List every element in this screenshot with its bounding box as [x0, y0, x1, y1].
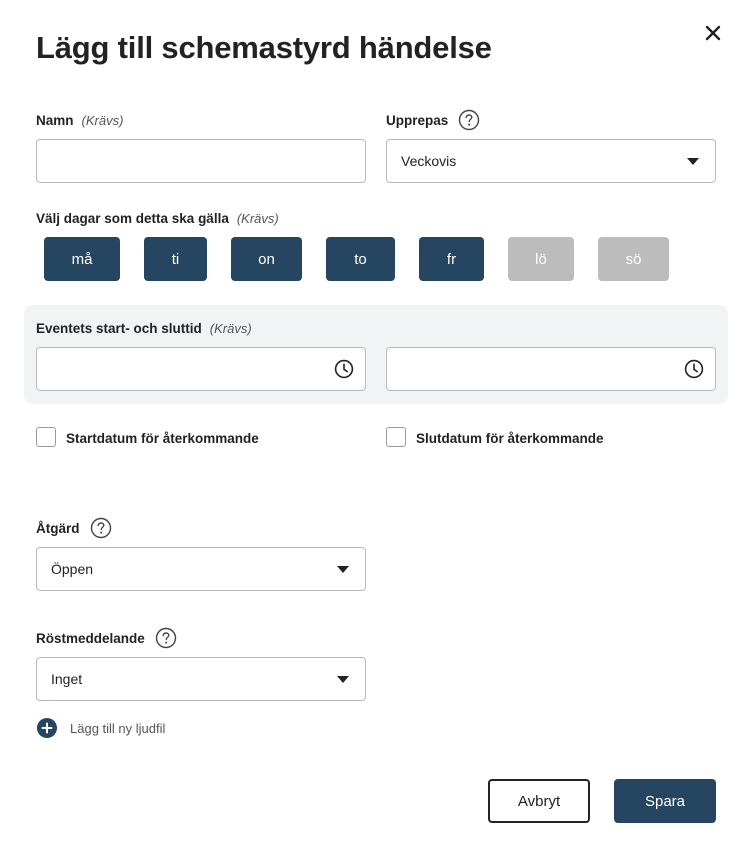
day-toggle-wed[interactable]: on — [231, 237, 302, 281]
repeat-help-icon[interactable] — [458, 109, 480, 131]
add-audio-file-label: Lägg till ny ljudfil — [70, 720, 166, 736]
time-label-text: Eventets start- och sluttid — [36, 321, 202, 336]
cancel-button[interactable]: Avbryt — [488, 779, 590, 823]
end-time-input[interactable] — [387, 348, 715, 390]
action-select-value: Öppen — [51, 561, 94, 577]
name-input[interactable] — [37, 140, 365, 182]
time-required-hint: (Krävs) — [209, 321, 252, 336]
repeat-select-value: Veckovis — [401, 153, 457, 169]
day-toggle-fri[interactable]: fr — [419, 237, 484, 281]
voicemail-label — [36, 627, 177, 649]
action-select[interactable] — [36, 547, 366, 591]
start-time-field[interactable] — [36, 347, 366, 391]
save-button[interactable]: Spara — [614, 779, 716, 823]
dialog-title: Lägg till schemastyrd händelse — [36, 30, 492, 65]
days-label-text: Välj dagar som detta ska gälla — [36, 211, 229, 226]
caret-down-icon — [687, 158, 699, 165]
voicemail-select[interactable] — [36, 657, 366, 701]
voicemail-help-icon[interactable] — [155, 627, 177, 649]
close-icon — [700, 20, 726, 46]
days-label — [36, 211, 279, 226]
days-required-hint: (Krävs) — [236, 211, 279, 226]
day-toggle-mon[interactable]: må — [44, 237, 120, 281]
recurring-start-checkbox[interactable] — [36, 427, 56, 447]
caret-down-icon — [337, 566, 349, 573]
day-toggle-tue[interactable]: ti — [144, 237, 207, 281]
add-audio-file-link[interactable] — [37, 718, 165, 738]
recurring-end-checkbox[interactable] — [386, 427, 406, 447]
repeat-label — [386, 109, 480, 131]
name-label-text: Namn — [36, 113, 74, 128]
clock-icon[interactable] — [684, 359, 704, 379]
clock-icon[interactable] — [334, 359, 354, 379]
recurring-start-label: Startdatum för återkommande — [66, 431, 259, 446]
question-circle-icon — [90, 517, 112, 539]
question-circle-icon — [155, 627, 177, 649]
question-circle-icon — [458, 109, 480, 131]
day-toggle-sat[interactable]: lö — [508, 237, 574, 281]
end-time-field[interactable] — [386, 347, 716, 391]
start-time-input[interactable] — [37, 348, 365, 390]
recurring-end-label: Slutdatum för återkommande — [416, 431, 604, 446]
action-label-text: Åtgärd — [36, 520, 80, 536]
caret-down-icon — [337, 676, 349, 683]
name-field[interactable] — [36, 139, 366, 183]
name-required-hint: (Krävs) — [81, 113, 124, 128]
repeat-label-text: Upprepas — [386, 112, 449, 128]
repeat-select[interactable] — [386, 139, 716, 183]
close-button[interactable] — [700, 20, 726, 46]
day-toggle-sun[interactable]: sö — [598, 237, 669, 281]
action-help-icon[interactable] — [90, 517, 112, 539]
voicemail-select-value: Inget — [51, 671, 83, 687]
time-label — [36, 321, 252, 336]
voicemail-label-text: Röstmeddelande — [36, 630, 145, 646]
plus-circle-icon — [37, 718, 57, 738]
day-toggle-thu[interactable]: to — [326, 237, 395, 281]
name-label — [36, 113, 123, 128]
action-label — [36, 517, 112, 539]
